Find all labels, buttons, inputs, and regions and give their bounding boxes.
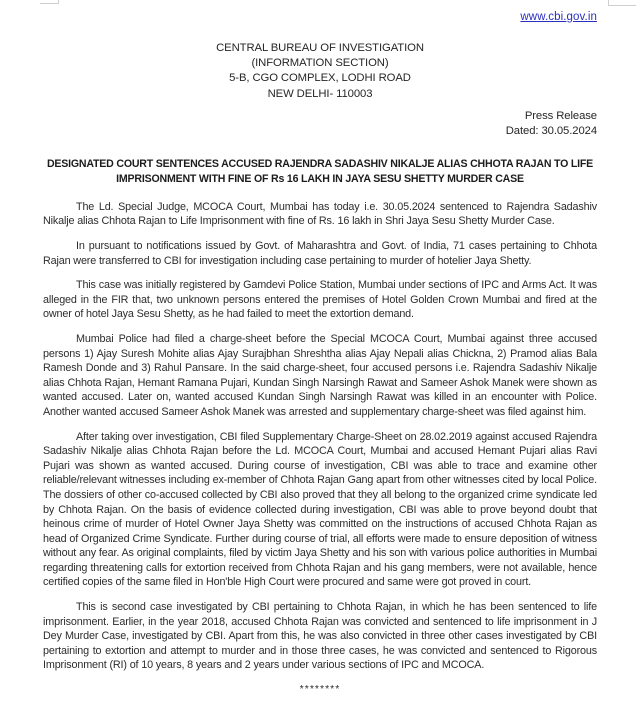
release-date: Dated: 30.05.2024 bbox=[505, 125, 597, 138]
cbi-website-link[interactable]: www.cbi.gov.in bbox=[520, 11, 597, 23]
paragraph-4: Mumbai Police had filed a charge-sheet before the Special MCOCA Court, Mumbai against three accused persons 1) Ajay Suresh Mohite alias Ajay Surajbhan Shreshtha alias Ajay Nepali alias Chickna, 2) Pramod alias Bala Ramesh Donde and 3) Rahul Pansare. In the said charge-sheet, four accused persons i.e. Rajendra Sadashiv Nikalje alias Chhota Rajan, Hemant Ramana Pujari, Kundan Singh Narsingh Rawat and Sameer Ashok Manek were shown as wanted accused. Later on, wanted accused Kundan Singh Narsingh Rawat was killed in an encounter with Police. Another wanted accused Sameer Ashok Manek was arrested and supplementary charge-sheet was filed against him. bbox=[43, 332, 597, 418]
paragraph-3: This case was initially registered by Gamdevi Police Station, Mumbai under sections of IPC and Arms Act. It was alleged in the FIR that, two unknown persons entered the premises of Hotel Golden Crown Mumbai and fired at the owner of hotel Jaya Sesu Shetty, as he had failed to meet the extortion demand. bbox=[43, 279, 597, 321]
scan-artifact-top-left bbox=[40, 0, 59, 4]
paragraph-6: This is second case investigated by CBI pertaining to Chhota Rajan, in which he has been sentenced to life imprisonment. Earlier, in the year 2018, accused Chhota Rajan was convicted and sentenced to life imprisonment in J Dey Murder Case, investigated by CBI. Apart from this, he was also convicted in three other cases investigated by CBI pertaining to extortion and attempt to murder and in those three cases, he was convicted and sentenced to Rigorous Imprisonment (RI) of 10 years, 8 years and 2 years under various sections of IPC and MCOCA. bbox=[43, 601, 597, 672]
document-title: DESIGNATED COURT SENTENCES ACCUSED RAJENDRA SADASHIV NIKALJE ALIAS CHHOTA RAJAN TO LIFE IMPRISONMENT WITH FINE OF Rs 16 LAKH IN JAYA SESU SHETTY MURDER CASE bbox=[46, 157, 594, 185]
release-type-label: Press Release bbox=[524, 109, 597, 122]
org-address-line1: 5-B, CGO COMPLEX, LODHI ROAD bbox=[229, 72, 411, 85]
paragraph-1: The Ld. Special Judge, MCOCA Court, Mumbai has today i.e. 30.05.2024 sentenced to Rajendra Sadashiv Nikalje alias Chhota Rajan to Life Imprisonment with fine of Rs. 16 lakh in Shri Jaya Sesu Shetty Murder Case. bbox=[43, 200, 597, 228]
paragraph-2: In pursuant to notifications issued by Govt. of Maharashtra and Govt. of India, 71 cases pertaining to Chhota Rajan were transferred to CBI for investigation including case pertaining to murder of hotelier Jaya Shetty. bbox=[43, 240, 597, 267]
org-name: CENTRAL BUREAU OF INVESTIGATION bbox=[216, 42, 424, 54]
end-of-document-mark: ******** bbox=[299, 683, 341, 696]
scan-artifact-top-right bbox=[608, 0, 636, 6]
header-link-row bbox=[43, 6, 597, 24]
release-info bbox=[43, 109, 597, 140]
document-body bbox=[43, 200, 597, 673]
org-section: (INFORMATION SECTION) bbox=[251, 57, 389, 70]
org-address-line2: NEW DELHI- 110003 bbox=[267, 87, 373, 100]
letterhead bbox=[43, 41, 597, 102]
paragraph-5: After taking over investigation, CBI filed Supplementary Charge-Sheet on 28.02.2019 against accused Rajendra Sadashiv Nikalje alias Chhota Rajan before the Ld. MCOCA Court, Mumbai and accused Hemant Pujari alias Ravi Pujari was shown as wanted accused. During course of investigation, CBI was able to trace and examine other reliable/relevant witnesses including ex-member of Chhota Rajan Gang apart from other witnesses cited by local Police. The dossiers of other co-accused collected by CBI also proved that they all belong to the organized crime syndicate led by Chhota Rajan. On the basis of evidence collected during investigation, CBI was able to prove beyond doubt that heinous crime of murder of Hotel Owner Jaya Shetty was committed on the instructions of accused Chhota Rajan as head of Organized Crime Syndicate. Further during course of trial, all efforts were made to ensure deposition of witness without any fear. As original complaints, filed by victim Jaya Shetty and his son with various police authorities in Mumbai regarding threatening calls for extortion received from Chhota Rajan and his gang members, were not available, hence certified copies of the same filed in Hon'ble High Court were procured and same were got proved in court. bbox=[43, 430, 597, 589]
